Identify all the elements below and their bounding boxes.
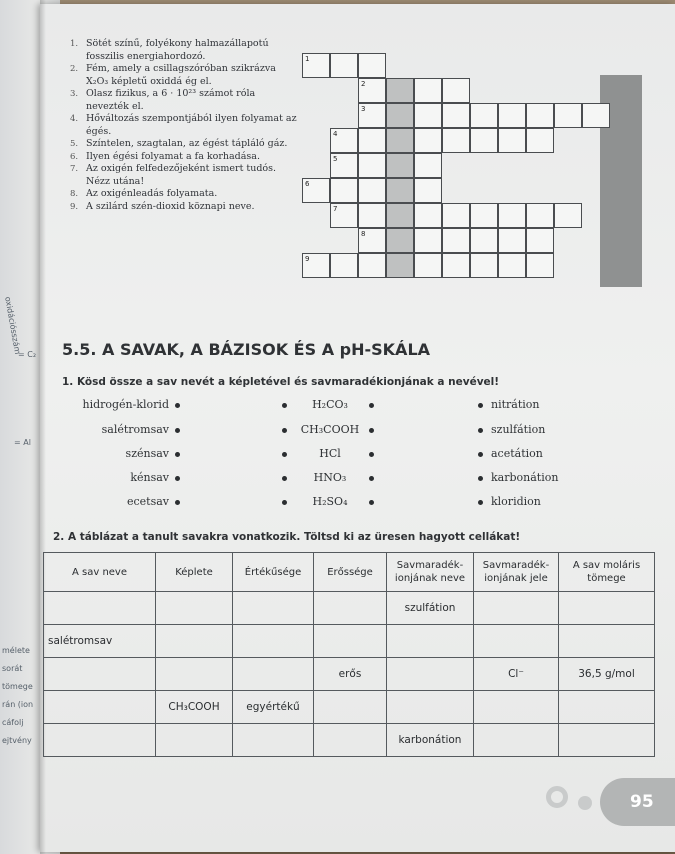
crossword-number: 1 <box>305 55 310 63</box>
table-row <box>44 724 655 757</box>
crossword-cell[interactable] <box>526 128 554 153</box>
table-cell[interactable] <box>559 691 655 724</box>
connect-dot[interactable] <box>175 476 180 481</box>
crossword-cell[interactable] <box>414 228 442 253</box>
crossword-cell[interactable] <box>498 253 526 278</box>
connect-dot[interactable] <box>282 476 287 481</box>
acid-name: hidrogén-klorid <box>70 398 180 411</box>
table-header-row <box>44 553 655 592</box>
table-cell: salétromsav <box>44 625 156 658</box>
crossword-cell[interactable] <box>358 53 386 78</box>
crossword-cell[interactable] <box>386 253 414 278</box>
crossword-cell[interactable] <box>470 253 498 278</box>
table-cell[interactable] <box>44 658 156 691</box>
left-fragment: tömege <box>2 682 33 691</box>
crossword-cell[interactable] <box>330 53 358 78</box>
ion-name: acetátion <box>478 447 543 460</box>
crossword-cell[interactable] <box>470 203 498 228</box>
crossword-cell[interactable] <box>386 228 414 253</box>
table-row <box>44 592 655 625</box>
acid-name: ecetsav <box>70 495 180 508</box>
ion-name: kloridion <box>478 495 541 508</box>
crossword-cell[interactable] <box>330 128 358 153</box>
left-fragment: = Al <box>14 438 31 447</box>
header-cell: Savmaradék-ionjának jele <box>474 553 559 592</box>
table-cell[interactable] <box>387 625 474 658</box>
table-cell[interactable] <box>44 691 156 724</box>
connect-dot[interactable] <box>369 476 374 481</box>
crossword-cell[interactable] <box>498 203 526 228</box>
crossword-cell[interactable] <box>330 153 358 178</box>
connect-dot[interactable] <box>369 428 374 433</box>
connect-dot[interactable] <box>282 500 287 505</box>
acid-name: salétromsav <box>70 423 180 436</box>
acid-name: szénsav <box>70 447 180 460</box>
header-cell: Savmaradék-ionjának neve <box>387 553 474 592</box>
crossword-cell[interactable] <box>358 203 386 228</box>
table-cell[interactable] <box>233 658 314 691</box>
ion-name: karbonátion <box>478 471 558 484</box>
connect-dot[interactable] <box>369 500 374 505</box>
crossword-cell[interactable] <box>442 128 470 153</box>
header-cell: A sav moláris tömege <box>559 553 655 592</box>
crossword-cell[interactable] <box>414 128 442 153</box>
table-cell[interactable] <box>233 724 314 757</box>
crossword-cell[interactable] <box>526 103 554 128</box>
table-cell: CH₃COOH <box>156 691 233 724</box>
clue-item: 1. Sötét színű, folyékony halmazállapotú fosszilis energiahordozó. <box>70 38 269 62</box>
crossword-clues <box>70 38 300 213</box>
table-cell[interactable] <box>559 724 655 757</box>
acid-formula: H₂SO₄ <box>282 495 382 508</box>
crossword-cell[interactable] <box>554 203 582 228</box>
table-row <box>44 691 655 724</box>
crossword-cell[interactable] <box>442 253 470 278</box>
table-cell[interactable] <box>387 658 474 691</box>
connect-dot[interactable] <box>175 452 180 457</box>
crossword-cell[interactable] <box>442 78 470 103</box>
connect-dot[interactable] <box>478 452 483 457</box>
table-cell[interactable] <box>156 724 233 757</box>
crossword-cell[interactable] <box>554 103 582 128</box>
decorative-dot-icon <box>578 796 592 810</box>
connect-dot[interactable] <box>282 403 287 408</box>
crossword-cell[interactable] <box>302 53 330 78</box>
crossword-cell[interactable] <box>498 103 526 128</box>
crossword-cell[interactable] <box>358 128 386 153</box>
crossword-number: 4 <box>333 130 338 138</box>
crossword-cell[interactable] <box>330 178 358 203</box>
acid-name: kénsav <box>70 471 180 484</box>
table-cell[interactable] <box>474 625 559 658</box>
table-cell[interactable] <box>314 724 387 757</box>
clue-item: 4. Hőváltozás szempontjából ilyen folyamat az égés. <box>70 113 297 137</box>
crossword-number: 2 <box>361 80 366 88</box>
table-cell[interactable] <box>233 592 314 625</box>
connect-dot[interactable] <box>369 452 374 457</box>
acid-formula: H₂CO₃ <box>282 398 382 411</box>
table-cell[interactable] <box>314 625 387 658</box>
header-cell: Képlete <box>156 553 233 592</box>
crossword-number: 6 <box>305 180 310 188</box>
clue-item: 6. Ilyen égési folyamat a fa korhadása. <box>70 150 260 162</box>
table-cell[interactable] <box>44 724 156 757</box>
left-fragment: cáfolj <box>2 718 24 727</box>
crossword-cell[interactable] <box>414 78 442 103</box>
clue-item: 9. A szilárd szén-dioxid köznapi neve. <box>70 200 255 212</box>
crossword-cell[interactable] <box>358 253 386 278</box>
crossword-cell[interactable] <box>386 153 414 178</box>
clue-item: 8. Az oxigénleadás folyamata. <box>70 188 218 199</box>
table-row <box>44 625 655 658</box>
header-cell: Értékűsége <box>233 553 314 592</box>
left-fragment: rán (ion <box>2 700 34 709</box>
crossword-cell[interactable] <box>386 128 414 153</box>
acid-formula: HNO₃ <box>282 471 382 484</box>
table-cell[interactable] <box>44 592 156 625</box>
clue-item: 3. Olasz fizikus, a 6 · 10²³ számot róla nevezték el. <box>70 88 256 112</box>
crossword-cell[interactable] <box>442 228 470 253</box>
connect-dot[interactable] <box>175 500 180 505</box>
crossword-cell[interactable] <box>358 153 386 178</box>
connect-dot[interactable] <box>478 403 483 408</box>
crossword-cell[interactable] <box>414 178 442 203</box>
crossword-cell[interactable] <box>414 153 442 178</box>
decorative-circle-icon <box>546 786 568 808</box>
connect-dot[interactable] <box>478 500 483 505</box>
connect-dot[interactable] <box>175 428 180 433</box>
crossword-cell[interactable] <box>498 228 526 253</box>
table-cell[interactable] <box>474 724 559 757</box>
crossword-cell[interactable] <box>470 228 498 253</box>
crossword-cell[interactable] <box>358 103 386 128</box>
table-cell[interactable] <box>233 625 314 658</box>
table-cell[interactable] <box>387 691 474 724</box>
crossword-cell[interactable] <box>358 228 386 253</box>
connect-dot[interactable] <box>478 428 483 433</box>
crossword-cell[interactable] <box>526 203 554 228</box>
crossword-cell[interactable] <box>526 228 554 253</box>
table-cell[interactable] <box>474 592 559 625</box>
crossword-cell[interactable] <box>302 253 330 278</box>
ion-name: szulfátion <box>478 423 545 436</box>
table-cell: egyértékű <box>233 691 314 724</box>
crossword-cell[interactable] <box>386 178 414 203</box>
table-cell: erős <box>314 658 387 691</box>
connect-dot[interactable] <box>369 403 374 408</box>
acid-formula: CH₃COOH <box>282 423 382 436</box>
connect-dot[interactable] <box>282 428 287 433</box>
table-cell[interactable] <box>156 658 233 691</box>
crossword-cell[interactable] <box>330 253 358 278</box>
crossword-cell[interactable] <box>470 128 498 153</box>
table-cell[interactable] <box>314 592 387 625</box>
crossword-cell[interactable] <box>414 253 442 278</box>
crossword-cell[interactable] <box>442 203 470 228</box>
crossword-cell[interactable] <box>442 103 470 128</box>
crossword-cell[interactable] <box>302 178 330 203</box>
crossword-cell[interactable] <box>414 103 442 128</box>
clue-item: 5. Színtelen, szagtalan, az égést tápláló gáz. <box>70 138 288 149</box>
task2-prompt: 2. A táblázat a tanult savakra vonatkozik. Töltsd ki az üresen hagyott cellákat! <box>53 531 521 543</box>
clue-item: 2. Fém, amely a csillagszóróban szikrázva X₂O₃ képletű oxiddá ég el. <box>70 63 276 87</box>
clue-item: 7. Az oxigén felfedezőjeként ismert tudós. Nézz utána! <box>70 163 277 187</box>
page-number: 95 <box>630 792 654 812</box>
crossword-cell[interactable] <box>582 103 610 128</box>
left-fragment: = C₂ <box>18 350 37 359</box>
connect-dot[interactable] <box>175 403 180 408</box>
acid-formula: HCl <box>282 447 382 460</box>
table-cell[interactable] <box>156 625 233 658</box>
crossword-number: 3 <box>361 105 366 113</box>
crossword-number: 9 <box>305 255 310 263</box>
crossword-cell[interactable] <box>414 203 442 228</box>
left-fragment: mélete <box>2 646 30 655</box>
table-row <box>44 658 655 691</box>
header-cell: Erőssége <box>314 553 387 592</box>
table-cell[interactable] <box>156 592 233 625</box>
header-cell: A sav neve <box>44 553 156 592</box>
crossword-cell[interactable] <box>386 203 414 228</box>
table-cell: karbonátion <box>387 724 474 757</box>
crossword-cell[interactable] <box>358 78 386 103</box>
crossword-number: 5 <box>333 155 338 163</box>
crossword-number: 8 <box>361 230 366 238</box>
crossword-cell[interactable] <box>330 203 358 228</box>
connect-dot[interactable] <box>478 476 483 481</box>
table-cell[interactable] <box>314 691 387 724</box>
left-fragment: sorát <box>2 664 23 673</box>
crossword-cell[interactable] <box>358 178 386 203</box>
ion-name: nitrátion <box>478 398 540 411</box>
acid-table <box>43 552 655 757</box>
table-cell[interactable] <box>559 625 655 658</box>
left-fragment: ejtvény <box>2 736 32 745</box>
section-title: 5.5. A SAVAK, A BÁZISOK ÉS A pH-SKÁLA <box>62 340 431 359</box>
task1-prompt: 1. Kösd össze a sav nevét a képletével és savmaradékionjának a nevével! <box>62 376 500 388</box>
table-cell: szulfátion <box>387 592 474 625</box>
left-fragment: oxidációsszám <box>3 296 23 356</box>
table-cell[interactable] <box>474 691 559 724</box>
crossword-cell[interactable] <box>386 78 414 103</box>
table-cell: Cl⁻ <box>474 658 559 691</box>
crossword-number: 7 <box>333 205 338 213</box>
connect-dot[interactable] <box>282 452 287 457</box>
crossword-cell[interactable] <box>470 103 498 128</box>
table-cell[interactable] <box>559 592 655 625</box>
crossword-cell[interactable] <box>526 253 554 278</box>
table-cell: 36,5 g/mol <box>559 658 655 691</box>
crossword-cell[interactable] <box>386 103 414 128</box>
crossword-cell[interactable] <box>498 128 526 153</box>
